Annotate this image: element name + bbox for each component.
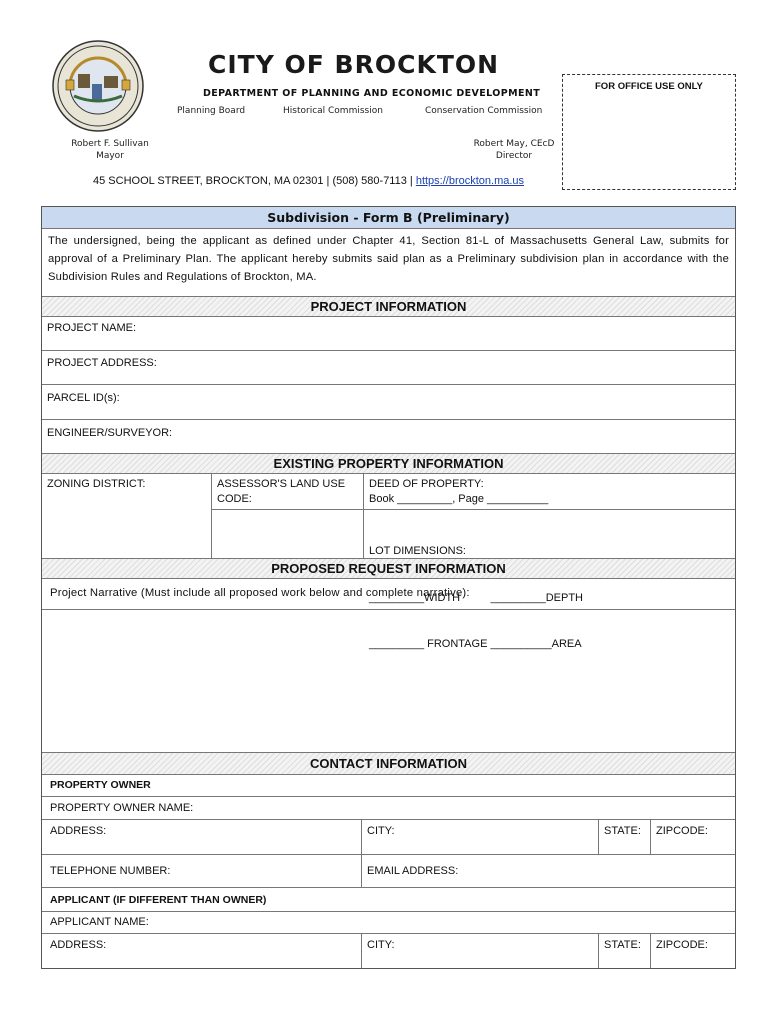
mayor-title: Mayor: [96, 151, 124, 161]
owner-email-label: EMAIL ADDRESS:: [367, 865, 459, 877]
mayor-block: [62, 138, 158, 162]
department-name: DEPARTMENT OF PLANNING AND ECONOMIC DEVELOPMENT: [203, 88, 541, 99]
applicant-city-field[interactable]: [362, 934, 599, 968]
section-proposed-request: PROPOSED REQUEST INFORMATION: [42, 559, 735, 579]
owner-zipcode-label: ZIPCODE:: [656, 825, 708, 837]
applicant-city-label: CITY:: [367, 939, 395, 951]
project-name-label: PROJECT NAME:: [47, 322, 137, 334]
owner-address-label: ADDRESS:: [50, 825, 107, 837]
land-use-blank: [212, 510, 363, 558]
lot-frontage-area: _________ FRONTAGE __________AREA: [369, 638, 582, 650]
applicant-state-label: STATE:: [604, 939, 641, 951]
director-block: [466, 138, 562, 162]
owner-telephone-label: TELEPHONE NUMBER:: [50, 865, 171, 877]
section-project-information: PROJECT INFORMATION: [42, 297, 735, 317]
engineer-surveyor-label: ENGINEER/SURVEYOR:: [47, 427, 173, 439]
land-use-code-label: ASSESSOR'S LAND USE CODE:: [217, 478, 346, 505]
deed-of-property-field[interactable]: [364, 474, 735, 510]
applicant-name-label: APPLICANT NAME:: [50, 916, 149, 928]
land-use-column: [212, 474, 364, 558]
applicant-zipcode-field[interactable]: [651, 934, 735, 968]
deed-book-page: Book _________, Page __________: [369, 493, 549, 505]
zoning-district-label: ZONING DISTRICT:: [47, 478, 146, 490]
office-use-label: FOR OFFICE USE ONLY: [595, 81, 703, 92]
owner-address-row: [42, 820, 735, 855]
owner-phone-email-row: [42, 855, 735, 888]
owner-zipcode-field[interactable]: [651, 820, 735, 854]
project-name-field[interactable]: [42, 317, 735, 351]
owner-email-field[interactable]: [362, 855, 735, 887]
office-use-box: [562, 74, 736, 190]
owner-city-field[interactable]: [362, 820, 599, 854]
applicant-zipcode-label: ZIPCODE:: [656, 939, 708, 951]
zoning-district-field[interactable]: [42, 474, 212, 558]
section-contact-information: CONTACT INFORMATION: [42, 753, 735, 775]
engineer-surveyor-field[interactable]: [42, 420, 735, 454]
city-title: CITY OF BROCKTON: [208, 50, 500, 79]
form-title: Subdivision - Form B (Preliminary): [42, 207, 735, 229]
project-narrative-textarea[interactable]: [42, 610, 735, 753]
applicant-state-field[interactable]: [599, 934, 651, 968]
owner-state-label: STATE:: [604, 825, 641, 837]
property-owner-heading: PROPERTY OWNER: [42, 775, 735, 797]
website-link[interactable]: https://brockton.ma.us: [415, 175, 525, 187]
land-use-code-field[interactable]: [212, 474, 363, 510]
project-narrative-label: Project Narrative (Must include all proposed work below and complete narrative):: [42, 579, 735, 610]
city-seal-logo: [52, 40, 144, 132]
form-intro: The undersigned, being the applicant as defined under Chapter 41, Section 81-L of Massachusetts General Law, submits for approval of a Preliminary Plan. The applicant hereby submits said plan as a Preliminary subdivision plan in accordance with the Subdivision Rules and Regulations of Brockton, MA.: [42, 229, 735, 297]
contact-address-line: [93, 175, 524, 187]
lot-width-depth: _________WIDTH _________DEPTH: [369, 591, 584, 604]
director-name: Robert May, CEcD: [473, 139, 555, 149]
applicant-address-row: [42, 934, 735, 968]
project-address-label: PROJECT ADDRESS:: [47, 357, 157, 369]
board-planning: Planning Board: [177, 106, 246, 116]
owner-city-label: CITY:: [367, 825, 395, 837]
owner-address-field[interactable]: [42, 820, 362, 854]
applicant-address-label: ADDRESS:: [50, 939, 107, 951]
owner-name-label: PROPERTY OWNER NAME:: [50, 802, 194, 814]
deed-label: DEED OF PROPERTY:: [369, 478, 484, 490]
parcel-id-label: PARCEL ID(s):: [47, 392, 120, 404]
owner-telephone-field[interactable]: [42, 855, 362, 887]
applicant-name-field[interactable]: [42, 912, 735, 934]
parcel-id-field[interactable]: [42, 385, 735, 420]
project-address-field[interactable]: [42, 351, 735, 385]
mayor-name: Robert F. Sullivan: [71, 139, 149, 149]
owner-name-field[interactable]: [42, 797, 735, 820]
address-text: 45 SCHOOL STREET, BROCKTON, MA 02301 | (508) 580-7113 |: [93, 175, 413, 187]
owner-state-field[interactable]: [599, 820, 651, 854]
applicant-heading: APPLICANT (IF DIFFERENT THAN OWNER): [42, 888, 735, 912]
board-historical: Historical Commission: [283, 106, 383, 116]
lot-dimensions-label: LOT DIMENSIONS:: [369, 545, 466, 557]
section-existing-property: EXISTING PROPERTY INFORMATION: [42, 454, 735, 474]
applicant-address-field[interactable]: [42, 934, 362, 968]
director-title: Director: [495, 151, 533, 161]
subdivision-form: [41, 206, 736, 969]
board-conservation: Conservation Commission: [425, 106, 543, 116]
